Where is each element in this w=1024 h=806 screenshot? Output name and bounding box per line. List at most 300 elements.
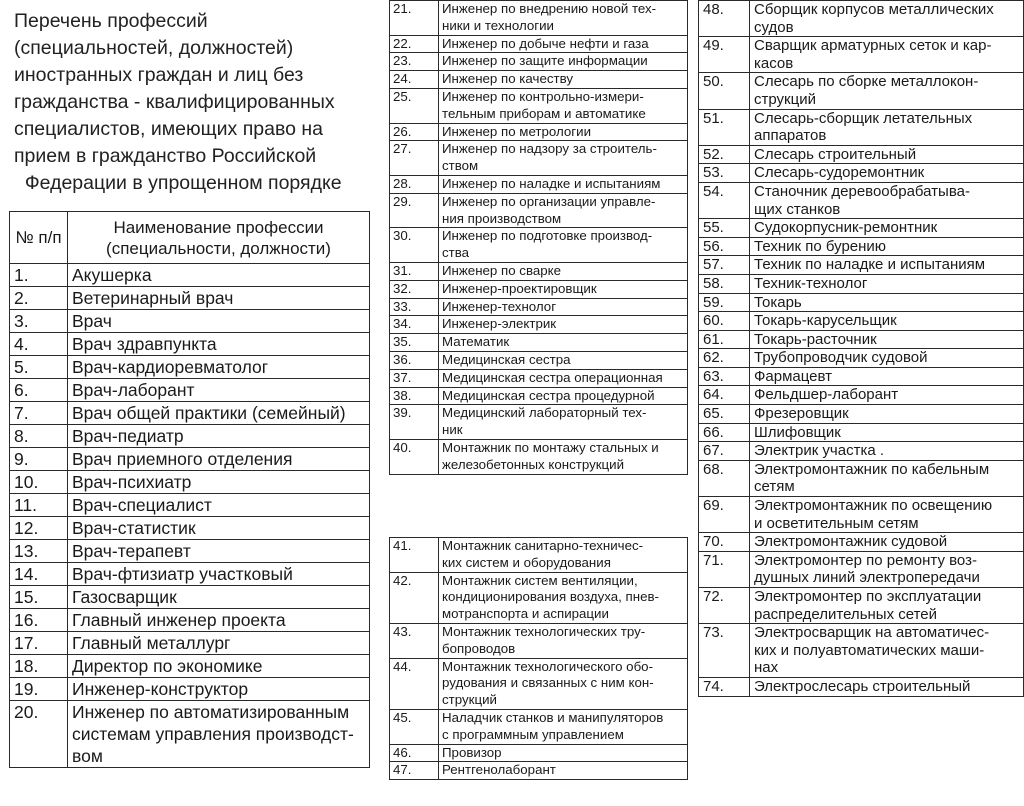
profession-row bbox=[10, 563, 370, 586]
profession-row bbox=[390, 88, 688, 123]
profession-name bbox=[750, 256, 1024, 275]
profession-row bbox=[390, 228, 688, 263]
profession-name-line: Электрик участка . bbox=[754, 442, 885, 460]
profession-name-line: Врач-кардиоревматолог bbox=[72, 357, 269, 377]
profession-name-line: Инженер по добыче нефти и газа bbox=[442, 35, 649, 51]
profession-name bbox=[750, 497, 1024, 533]
profession-row bbox=[699, 349, 1024, 368]
profession-name bbox=[750, 460, 1024, 496]
profession-name bbox=[68, 563, 370, 586]
profession-name-line: Техник-технолог bbox=[754, 274, 868, 292]
row-number: 7. bbox=[10, 402, 68, 425]
profession-row bbox=[390, 439, 688, 474]
profession-row bbox=[390, 762, 688, 780]
profession-row bbox=[390, 175, 688, 193]
profession-row bbox=[390, 1, 688, 36]
row-number: 44. bbox=[390, 658, 439, 709]
row-number: 50. bbox=[699, 73, 750, 109]
profession-name-line: касов bbox=[754, 54, 794, 72]
profession-name bbox=[68, 448, 370, 471]
row-number: 48. bbox=[699, 1, 750, 37]
profession-name-line: ства bbox=[442, 245, 470, 261]
profession-name bbox=[750, 349, 1024, 368]
profession-name bbox=[439, 658, 688, 709]
profession-row bbox=[390, 280, 688, 298]
profession-name-line: Врач-педиатр bbox=[72, 426, 184, 446]
profession-name-line: Директор по экономике bbox=[72, 656, 263, 676]
profession-row bbox=[390, 141, 688, 176]
profession-row bbox=[699, 588, 1024, 624]
row-number: 40. bbox=[390, 439, 439, 474]
profession-name-line: Монтажник санитарно-техничес- bbox=[442, 538, 644, 553]
profession-name bbox=[68, 471, 370, 494]
profession-name bbox=[750, 109, 1024, 145]
row-number: 15. bbox=[10, 586, 68, 609]
profession-name bbox=[750, 219, 1024, 238]
profession-name bbox=[750, 588, 1024, 624]
profession-row bbox=[10, 379, 370, 402]
profession-name bbox=[68, 425, 370, 448]
row-number: 41. bbox=[390, 538, 439, 573]
profession-row bbox=[699, 109, 1024, 145]
row-number: 24. bbox=[390, 71, 439, 89]
profession-name bbox=[750, 423, 1024, 442]
profession-name bbox=[68, 402, 370, 425]
profession-row bbox=[390, 71, 688, 89]
row-number: 33. bbox=[390, 298, 439, 316]
professions-table-part-2 bbox=[389, 0, 688, 475]
profession-name-line: Электромонтер по ремонту воз- bbox=[754, 551, 977, 569]
profession-name bbox=[439, 35, 688, 53]
profession-name-line: Рентгенолаборант bbox=[442, 762, 556, 778]
profession-name-line: Станочник деревообрабатыва- bbox=[754, 182, 970, 200]
profession-name-line: Токарь-карусельщик bbox=[754, 312, 897, 330]
profession-name-line: Токарь-расточник bbox=[754, 330, 877, 348]
profession-row bbox=[390, 405, 688, 440]
row-number: 70. bbox=[699, 533, 750, 552]
profession-name-line: щих станков bbox=[754, 200, 841, 218]
header-profession-name bbox=[68, 212, 370, 264]
profession-name bbox=[439, 623, 688, 658]
profession-name-line: Электромонтажник по кабельным bbox=[754, 460, 990, 478]
profession-name bbox=[68, 494, 370, 517]
profession-name-line: Медицинский лабораторный тех- bbox=[442, 405, 647, 421]
row-number: 23. bbox=[390, 53, 439, 71]
row-number: 32. bbox=[390, 280, 439, 298]
profession-row bbox=[699, 73, 1024, 109]
row-number: 19. bbox=[10, 678, 68, 701]
row-number: 20. bbox=[10, 701, 68, 768]
row-number: 17. bbox=[10, 632, 68, 655]
profession-row bbox=[390, 316, 688, 334]
profession-name-line: Главный инженер проекта bbox=[72, 610, 286, 630]
profession-name-line: Инженер по наладке и испытаниям bbox=[442, 175, 661, 191]
profession-row bbox=[699, 551, 1024, 587]
profession-name bbox=[68, 586, 370, 609]
profession-row bbox=[390, 744, 688, 762]
profession-name-line: Электрослесарь строительный bbox=[754, 677, 971, 695]
row-number: 5. bbox=[10, 356, 68, 379]
profession-row bbox=[10, 701, 370, 768]
profession-name bbox=[439, 351, 688, 369]
profession-row bbox=[699, 145, 1024, 164]
row-number: 37. bbox=[390, 369, 439, 387]
profession-row bbox=[699, 442, 1024, 461]
profession-name-line: и осветительным сетям bbox=[754, 514, 919, 532]
profession-name bbox=[750, 405, 1024, 424]
profession-name-line: Монтажник по монтажу стальных и bbox=[442, 439, 659, 455]
profession-row bbox=[699, 624, 1024, 678]
professions-table-part-3 bbox=[389, 537, 688, 780]
profession-name-line: Врач-фтизиатр участковый bbox=[72, 564, 293, 584]
profession-name-line: Инженер по автоматизированным bbox=[72, 702, 350, 722]
profession-row bbox=[10, 425, 370, 448]
profession-name bbox=[68, 356, 370, 379]
profession-name-line: Наладчик станков и манипуляторов bbox=[442, 709, 664, 725]
row-number: 66. bbox=[699, 423, 750, 442]
profession-row bbox=[699, 312, 1024, 331]
profession-name-line: Техник по наладке и испытаниям bbox=[754, 256, 986, 274]
row-number: 68. bbox=[699, 460, 750, 496]
title-line: иностранных граждан и лиц без bbox=[14, 64, 304, 86]
profession-name-line: ких и полуавтоматических маши- bbox=[754, 641, 985, 659]
profession-row bbox=[699, 1, 1024, 37]
profession-name-line: ством bbox=[442, 158, 479, 174]
profession-name-line: Слесарь по сборке металлокон- bbox=[754, 73, 979, 91]
profession-name bbox=[439, 262, 688, 280]
profession-row bbox=[390, 538, 688, 573]
row-number: 51. bbox=[699, 109, 750, 145]
profession-name bbox=[750, 37, 1024, 73]
profession-name bbox=[68, 701, 370, 768]
profession-name bbox=[439, 369, 688, 387]
profession-name-line: Инженер по качеству bbox=[442, 71, 574, 87]
profession-row bbox=[699, 460, 1024, 496]
profession-name-line: Фармацевт bbox=[754, 367, 833, 385]
profession-name bbox=[68, 379, 370, 402]
row-number: 61. bbox=[699, 330, 750, 349]
profession-name-line: бопроводов bbox=[442, 640, 516, 656]
profession-row bbox=[10, 333, 370, 356]
profession-name-line: Математик bbox=[442, 334, 510, 350]
profession-name bbox=[439, 298, 688, 316]
row-number: 16. bbox=[10, 609, 68, 632]
profession-name bbox=[439, 123, 688, 141]
row-number: 65. bbox=[699, 405, 750, 424]
profession-name bbox=[439, 334, 688, 352]
row-number: 38. bbox=[390, 387, 439, 405]
profession-row bbox=[10, 586, 370, 609]
profession-row bbox=[390, 262, 688, 280]
profession-name-line: Медицинская сестра операционная bbox=[442, 369, 663, 385]
row-number: 12. bbox=[10, 517, 68, 540]
row-number: 46. bbox=[390, 744, 439, 762]
profession-name-line: Врач-психиатр bbox=[72, 472, 192, 492]
row-number: 10. bbox=[10, 471, 68, 494]
profession-name bbox=[68, 517, 370, 540]
profession-name-line: Фельдшер-лаборант bbox=[754, 386, 899, 404]
row-number: 60. bbox=[699, 312, 750, 331]
profession-row bbox=[699, 677, 1024, 696]
profession-row bbox=[10, 471, 370, 494]
row-number: 9. bbox=[10, 448, 68, 471]
profession-name-line: нах bbox=[754, 659, 779, 677]
profession-name bbox=[68, 540, 370, 563]
profession-row bbox=[390, 123, 688, 141]
profession-name-line: Электромонтер по эксплуатации bbox=[754, 588, 982, 605]
row-number: 73. bbox=[699, 624, 750, 678]
row-number: 59. bbox=[699, 293, 750, 312]
profession-name-line: душных линий электропередачи bbox=[754, 569, 980, 587]
profession-name bbox=[439, 1, 688, 36]
profession-name-line: Инженер-проектировщик bbox=[442, 280, 597, 296]
profession-name bbox=[68, 310, 370, 333]
profession-name bbox=[68, 655, 370, 678]
profession-name-line: Инженер по защите информации bbox=[442, 53, 648, 69]
profession-row bbox=[10, 356, 370, 379]
row-number: 21. bbox=[390, 1, 439, 36]
row-number: 49. bbox=[699, 37, 750, 73]
profession-name-line: Провизор bbox=[442, 744, 502, 760]
profession-row bbox=[390, 334, 688, 352]
profession-name-line: Врач здравпункта bbox=[72, 334, 217, 354]
profession-row bbox=[390, 351, 688, 369]
row-number: 53. bbox=[699, 164, 750, 183]
row-number: 57. bbox=[699, 256, 750, 275]
row-number: 47. bbox=[390, 762, 439, 780]
profession-name bbox=[439, 88, 688, 123]
professions-table-part-1 bbox=[9, 211, 370, 768]
row-number: 63. bbox=[699, 367, 750, 386]
profession-name bbox=[750, 624, 1024, 678]
row-number: 30. bbox=[390, 228, 439, 263]
row-number: 74. bbox=[699, 677, 750, 696]
profession-row bbox=[10, 517, 370, 540]
row-number: 27. bbox=[390, 141, 439, 176]
profession-name bbox=[750, 386, 1024, 405]
profession-name bbox=[439, 316, 688, 334]
title-line: гражданства - квалифицированных bbox=[14, 91, 335, 113]
row-number: 36. bbox=[390, 351, 439, 369]
profession-name-line: Трубопроводчик судовой bbox=[754, 349, 928, 367]
profession-name bbox=[68, 264, 370, 287]
profession-row bbox=[390, 298, 688, 316]
profession-name-line: Врач-статистик bbox=[72, 518, 196, 538]
row-number: 69. bbox=[699, 497, 750, 533]
profession-name-line: судов bbox=[754, 18, 794, 36]
row-number: 18. bbox=[10, 655, 68, 678]
profession-name bbox=[439, 538, 688, 573]
row-number: 14. bbox=[10, 563, 68, 586]
profession-name-line: Инженер по внедрению новой тех- bbox=[442, 1, 657, 16]
profession-row bbox=[390, 35, 688, 53]
profession-name-line: Электромонтажник судовой bbox=[754, 533, 948, 551]
profession-row bbox=[10, 678, 370, 701]
profession-row bbox=[390, 709, 688, 744]
profession-name bbox=[439, 53, 688, 71]
profession-row bbox=[10, 632, 370, 655]
row-number: 52. bbox=[699, 145, 750, 164]
profession-name-line: Монтажник систем вентиляции, bbox=[442, 572, 638, 588]
profession-name-line: Инженер-технолог bbox=[442, 298, 557, 314]
profession-name-line: струкций bbox=[442, 692, 497, 708]
title-line: Федерации в упрощенном порядке bbox=[14, 172, 342, 194]
profession-name bbox=[750, 237, 1024, 256]
profession-row bbox=[699, 423, 1024, 442]
profession-name-line: вом bbox=[72, 746, 103, 766]
row-number: 11. bbox=[10, 494, 68, 517]
profession-name-line: Электросварщик на автоматичес- bbox=[754, 624, 990, 642]
profession-name bbox=[68, 287, 370, 310]
profession-row bbox=[10, 264, 370, 287]
row-number: 43. bbox=[390, 623, 439, 658]
profession-name-line: Врач-специалист bbox=[72, 495, 212, 515]
profession-row bbox=[390, 369, 688, 387]
profession-row bbox=[699, 237, 1024, 256]
profession-name bbox=[68, 632, 370, 655]
profession-row bbox=[10, 540, 370, 563]
row-number: 42. bbox=[390, 572, 439, 623]
profession-name bbox=[68, 609, 370, 632]
row-number: 71. bbox=[699, 551, 750, 587]
profession-name-line: Слесарь-судоремонтник bbox=[754, 164, 925, 182]
profession-name-line: ния производством bbox=[442, 210, 562, 226]
profession-name bbox=[439, 405, 688, 440]
profession-name-line: Ветеринарный врач bbox=[72, 288, 234, 308]
profession-name-line: рудования и связанных с ним кон- bbox=[442, 675, 654, 691]
profession-name-line: Медицинская сестра bbox=[442, 351, 571, 367]
profession-row bbox=[390, 193, 688, 228]
profession-name-line: ники и технологии bbox=[442, 17, 554, 33]
row-number: 54. bbox=[699, 182, 750, 218]
profession-row bbox=[390, 623, 688, 658]
profession-name-line: Главный металлург bbox=[72, 633, 231, 653]
row-number: 28. bbox=[390, 175, 439, 193]
row-number: 55. bbox=[699, 219, 750, 238]
row-number: 6. bbox=[10, 379, 68, 402]
row-number: 72. bbox=[699, 588, 750, 624]
profession-name bbox=[750, 533, 1024, 552]
header-name-line-1: Наименование профессии bbox=[113, 217, 324, 237]
profession-name bbox=[750, 293, 1024, 312]
profession-name-line: струкций bbox=[754, 90, 816, 108]
profession-row bbox=[699, 219, 1024, 238]
profession-name-line: Фрезеровщик bbox=[754, 405, 849, 423]
profession-row bbox=[699, 182, 1024, 218]
row-number: 22. bbox=[390, 35, 439, 53]
profession-name-line: Слесарь строительный bbox=[754, 145, 917, 163]
row-number: 58. bbox=[699, 274, 750, 293]
profession-name-line: Инженер-конструктор bbox=[72, 679, 249, 699]
profession-name bbox=[750, 182, 1024, 218]
row-number: 8. bbox=[10, 425, 68, 448]
profession-name-line: железобетонных конструкций bbox=[442, 456, 625, 472]
profession-name-line: тельным приборам и автоматике bbox=[442, 105, 646, 121]
profession-name-line: кондиционирования воздуха, пнев- bbox=[442, 589, 659, 605]
profession-name bbox=[439, 228, 688, 263]
profession-row bbox=[699, 367, 1024, 386]
profession-name-line: Врач общей практики (семейный) bbox=[72, 403, 346, 423]
profession-name bbox=[68, 678, 370, 701]
title-line: Перечень профессий bbox=[14, 10, 208, 32]
row-number: 45. bbox=[390, 709, 439, 744]
profession-name bbox=[439, 439, 688, 474]
profession-row bbox=[390, 387, 688, 405]
row-number: 29. bbox=[390, 193, 439, 228]
profession-name-line: с программным управлением bbox=[442, 726, 624, 742]
profession-name-line: Шлифовщик bbox=[754, 423, 841, 441]
profession-row bbox=[699, 37, 1024, 73]
profession-row bbox=[10, 448, 370, 471]
profession-row bbox=[10, 402, 370, 425]
profession-name bbox=[750, 442, 1024, 461]
profession-row bbox=[10, 609, 370, 632]
profession-row bbox=[699, 293, 1024, 312]
profession-name bbox=[439, 175, 688, 193]
profession-name bbox=[439, 709, 688, 744]
profession-name bbox=[439, 280, 688, 298]
profession-row bbox=[10, 287, 370, 310]
document-title bbox=[14, 8, 374, 197]
profession-row bbox=[699, 533, 1024, 552]
row-number: 31. bbox=[390, 262, 439, 280]
profession-name-line: Врач-терапевт bbox=[72, 541, 191, 561]
profession-name bbox=[750, 312, 1024, 331]
profession-row bbox=[390, 53, 688, 71]
row-number: 56. bbox=[699, 237, 750, 256]
title-line: прием в гражданство Российской bbox=[14, 145, 317, 167]
title-line: специалистов, имеющих право на bbox=[14, 118, 323, 140]
row-number: 35. bbox=[390, 334, 439, 352]
profession-name-line: Монтажник технологических тру- bbox=[442, 623, 646, 639]
profession-name-line: Инженер-электрик bbox=[442, 316, 557, 332]
profession-name-line: Газосварщик bbox=[72, 587, 177, 607]
profession-name-line: Слесарь-сборщик летательных bbox=[754, 109, 973, 127]
profession-name bbox=[439, 744, 688, 762]
row-number: 1. bbox=[10, 264, 68, 287]
profession-name-line: распределительных сетей bbox=[754, 605, 938, 623]
row-number: 25. bbox=[390, 88, 439, 123]
title-line: (специальностей, должностей) bbox=[14, 37, 294, 59]
profession-row bbox=[699, 330, 1024, 349]
profession-name-line: мотранспорта и аспирации bbox=[442, 606, 609, 622]
profession-name-line: Сварщик арматурных сеток и кар- bbox=[754, 37, 992, 55]
profession-name-line: Судокорпусник-ремонтник bbox=[754, 219, 938, 237]
row-number: 62. bbox=[699, 349, 750, 368]
profession-row bbox=[699, 274, 1024, 293]
profession-name bbox=[439, 141, 688, 176]
profession-row bbox=[699, 256, 1024, 275]
row-number: 67. bbox=[699, 442, 750, 461]
professions-table-part-4 bbox=[698, 0, 1024, 697]
profession-name bbox=[750, 164, 1024, 183]
profession-name-line: системам управления производст- bbox=[72, 724, 354, 744]
row-number: 39. bbox=[390, 405, 439, 440]
profession-row bbox=[699, 164, 1024, 183]
profession-name bbox=[750, 145, 1024, 164]
profession-name-line: Врач bbox=[72, 311, 112, 331]
profession-name-line: Техник по бурению bbox=[754, 237, 887, 255]
profession-name-line: Акушерка bbox=[72, 265, 152, 285]
profession-name bbox=[750, 677, 1024, 696]
profession-name bbox=[439, 387, 688, 405]
row-number: 26. bbox=[390, 123, 439, 141]
row-number: 13. bbox=[10, 540, 68, 563]
profession-name-line: Инженер по организации управле- bbox=[442, 193, 656, 209]
profession-name-line: Электромонтажник по освещению bbox=[754, 497, 993, 515]
profession-name-line: Сборщик корпусов металлических bbox=[754, 1, 994, 18]
profession-name bbox=[68, 333, 370, 356]
